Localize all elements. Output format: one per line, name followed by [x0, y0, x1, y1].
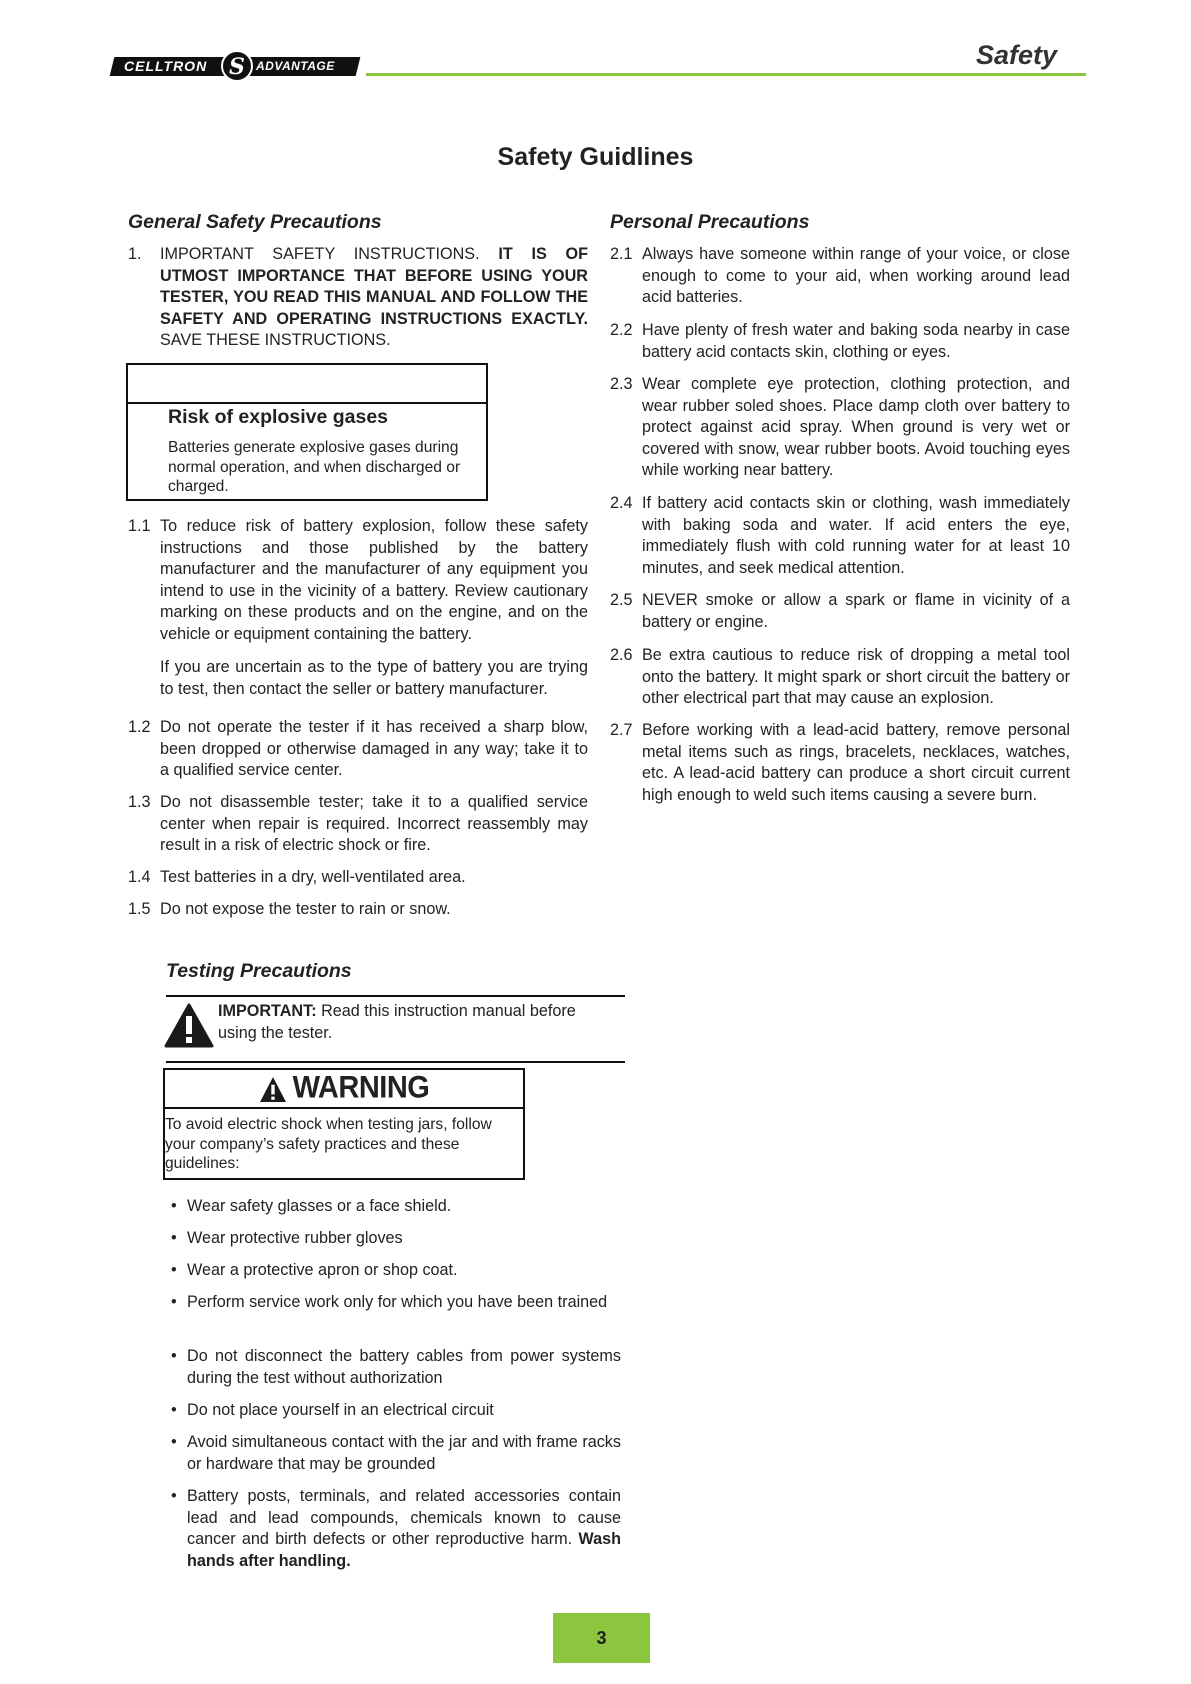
important-bottom-rule [166, 1061, 625, 1063]
list-item: • Battery posts, terminals, and related accessories contain lead and lead compounds, chemicals known to cause cancer and birth defects or other reproductive harm. Wash hands after handling. [171, 1487, 621, 1570]
header-divider [366, 73, 1086, 76]
list-item-2-4: 2.4 If battery acid contacts skin or clothing, wash immediately with baking soda and water. If acid enters the eye, immediately flush with cold running water for at least 10 minutes, and seek medical attention. [610, 494, 1070, 577]
list-item: • Do not disconnect the battery cables from power systems during the test without authorization [171, 1347, 621, 1387]
list-item-1-5: 1.5 Do not expose the tester to rain or snow. [128, 900, 451, 918]
warning-box [163, 1068, 525, 1180]
important-top-rule [166, 995, 625, 997]
warning-header: WARNING [165, 1071, 523, 1107]
general-heading: General Safety Precautions [128, 211, 382, 233]
list-item: • Do not place yourself in an electrical circuit [171, 1401, 494, 1419]
list-item-1-1-note: If you are uncertain as to the type of battery you are trying to test, then contact the seller or battery manufacturer. [160, 658, 588, 698]
logo-text-celltron: CELLTRON [124, 58, 208, 74]
risk-warning-box [126, 363, 488, 501]
celltron-advantage-logo [112, 50, 358, 82]
list-item-2-1: 2.1 Always have someone within range of your voice, or close enough to come to your aid, when working around lead acid batteries. [610, 245, 1070, 307]
list-item: • Wear safety glasses or a face shield. [171, 1197, 452, 1215]
warning-small-icon [259, 1076, 287, 1103]
logo-text-advantage: ADVANTAGE [256, 59, 335, 73]
list-item-1-2: 1.2 Do not operate the tester if it has received a sharp blow, been dropped or otherwise damaged in any way; take it to a qualified service center. [128, 718, 588, 780]
section-title: Safety [975, 40, 1057, 70]
page-number: 3 [553, 1613, 650, 1663]
list-item-2-2: 2.2 Have plenty of fresh water and baking soda nearby in case battery acid contacts skin, clothing or eyes. [610, 321, 1070, 361]
list-item-2-7: 2.7 Before working with a lead-acid battery, remove personal metal items such as rings, bracelets, necklaces, watches, etc. A lead-acid battery can produce a short circuit current high enough to weld such items causing a severe burn. [610, 721, 1070, 804]
list-item-2-6: 2.6 Be extra cautious to reduce risk of dropping a metal tool onto the battery. It might spark or short circuit the battery or other electrical part that may cause an explosion. [610, 646, 1070, 708]
list-item: • Wear a protective apron or shop coat. [171, 1261, 458, 1279]
list-item-1-4: 1.4 Test batteries in a dry, well-ventilated area. [128, 868, 466, 886]
list-item-1-1: 1.1 To reduce risk of battery explosion, follow these safety instructions and those published by the battery manufacturer and the manufacturer of any equipment you intend to use in the vicinity of a battery. Review cautionary marking on these products and on the engine, and on the vehicle or equipment containing the battery. [128, 517, 588, 643]
logo-mark-icon: S [221, 50, 253, 82]
list-item-2-5: 2.5 NEVER smoke or allow a spark or flame in vicinity of a battery or engine. [610, 591, 1070, 631]
personal-heading: Personal Precautions [610, 211, 810, 233]
list-item: • Avoid simultaneous contact with the jar and with frame racks or hardware that may be grounded [171, 1433, 621, 1473]
page-title: Safety Guidlines [497, 143, 694, 171]
warning-body: To avoid electric shock when testing jars, follow your company’s safety practices and these guidelines: [165, 1116, 492, 1172]
list-item: • Perform service work only for which you have been trained [171, 1293, 608, 1311]
list-item: • Wear protective rubber gloves [171, 1229, 403, 1247]
list-item-2-3: 2.3 Wear complete eye protection, clothing protection, and wear rubber soled shoes. Place damp cloth over battery to protect against acid spray. When ground is very wet or covered with snow, wear rubber boots. Avoid touching eyes while working near battery. [610, 375, 1070, 480]
warning-triangle-icon [164, 1003, 214, 1048]
list-item-1-3: 1.3 Do not disassemble tester; take it to a qualified service center when repair is required. Incorrect reassembly may result in a risk of electric shock or fire. [128, 793, 588, 855]
important-note: IMPORTANT: Read this instruction manual before using the tester. [218, 1002, 576, 1042]
list-item-1: 1. IMPORTANT SAFETY INSTRUCTIONS. IT IS OF UTMOST IMPORTANCE THAT BEFORE USING YOUR TESTER, YOU READ THIS MANUAL AND FOLLOW THE SAFETY AND OPERATING INSTRUCTIONS EXACTLY. SAVE THESE INSTRUCTIONS. [128, 245, 589, 350]
risk-body: Batteries generate explosive gases during normal operation, and when discharged or charged. [168, 439, 461, 495]
risk-title: Risk of explosive gases [168, 406, 389, 428]
testing-heading: Testing Precautions [166, 960, 352, 982]
